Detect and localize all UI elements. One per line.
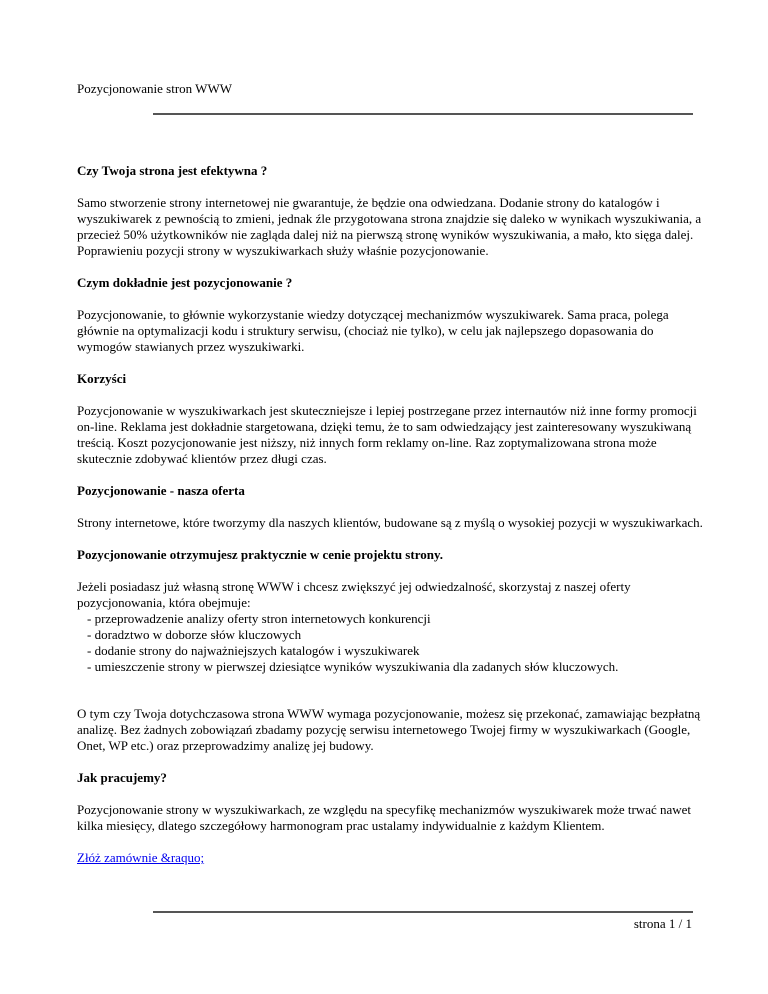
section-paragraph: Pozycjonowanie w wyszukiwarkach jest skuteczniejsze i lepiej postrzegane przez internautów niż inne formy promocji on-line. Reklama jest dokładnie stargetowana, dzięki temu, że to sam odwiedzający jest zainteresowany wyszukiwaną treścią. Koszt pozycjonowanie jest niższy, niż innych form reklamy on-line. Raz zoptymalizowana strona może skutecznie zdobywać klientów przez długi czas. <box>77 403 697 466</box>
list-item: - doradztwo w doborze słów kluczowych <box>87 627 302 642</box>
page-number: strona 1 / 1 <box>633 916 692 931</box>
document-body <box>77 163 705 882</box>
section-heading: Korzyści <box>77 371 127 386</box>
offer-list <box>77 579 705 675</box>
section-paragraph: Strony internetowe, które tworzymy dla naszych klientów, budowane są z myślą o wysokiej pozycji w wyszukiwarkach. <box>77 515 703 530</box>
section-heading: Czym dokładnie jest pozycjonowanie ? <box>77 275 293 290</box>
offer-closing: O tym czy Twoja dotychczasowa strona WWW wymaga pozycjonowanie, możesz się przekonać, zamawiając bezpłatną analizę. Bez żadnych zobowiązań zbadamy pozycję serwisu internetowego Twojej firmy w wyszukiwarkach (Google, Onet, WP etc.) oraz przeprowadzimy analizę jej budowy. <box>77 706 701 753</box>
section-heading: Jak pracujemy? <box>77 770 167 785</box>
section-heading: Pozycjonowanie - nasza oferta <box>77 483 245 498</box>
order-link[interactable]: Złóż zamównie &raquo; <box>77 850 205 865</box>
list-item: - umieszczenie strony w pierwszej dziesiątce wyników wyszukiwania dla zadanych słów kluczowych. <box>87 659 619 674</box>
section-paragraph: Pozycjonowanie strony w wyszukiwarkach, ze względu na specyfikę mechanizmów wyszukiwarek może trwać nawet kilka miesięcy, dlatego szczegółowy harmonogram prac ustalamy indywidualnie z każdym Klientem. <box>77 802 692 833</box>
offer-heading: Pozycjonowanie otrzymujesz praktycznie w cenie projektu strony. <box>77 547 443 562</box>
offer-intro: Jeżeli posiadasz już własną stronę WWW i chcesz zwiększyć jej odwiedzalność, skorzystaj z naszej oferty pozycjonowania, która obejmuje: <box>77 579 631 610</box>
page-header-title: Pozycjonowanie stron WWW <box>77 81 232 96</box>
header-divider <box>153 113 693 115</box>
list-item: - dodanie strony do najważniejszych katalogów i wyszukiwarek <box>87 643 420 658</box>
section-paragraph: Samo stworzenie strony internetowej nie gwarantuje, że będzie ona odwiedzana. Dodanie strony do katalogów i wyszukiwarek z pewnością to zmieni, jednak źle przygotowana strona znajdzie się daleko w wynikach wyszukiwania, a przecież 50% użytkowników nie zagląda dalej niż na pierwszą stronę wyników wyszukiwania, a mało, kto sięga dalej. Poprawieniu pozycji strony w wyszukiwarkach służy właśnie pozycjonowanie. <box>77 195 702 258</box>
footer-divider <box>153 911 693 913</box>
list-item: - przeprowadzenie analizy oferty stron internetowych konkurencji <box>87 611 431 626</box>
section-heading: Czy Twoja strona jest efektywna ? <box>77 163 268 178</box>
section-paragraph: Pozycjonowanie, to głównie wykorzystanie wiedzy dotyczącej mechanizmów wyszukiwarek. Sama praca, polega głównie na optymalizacji kodu i struktury serwisu, (chociaż nie tylko), w celu jak najlepszego dopasowania do wymogów stawianych przez wyszukiwarki. <box>77 307 669 354</box>
